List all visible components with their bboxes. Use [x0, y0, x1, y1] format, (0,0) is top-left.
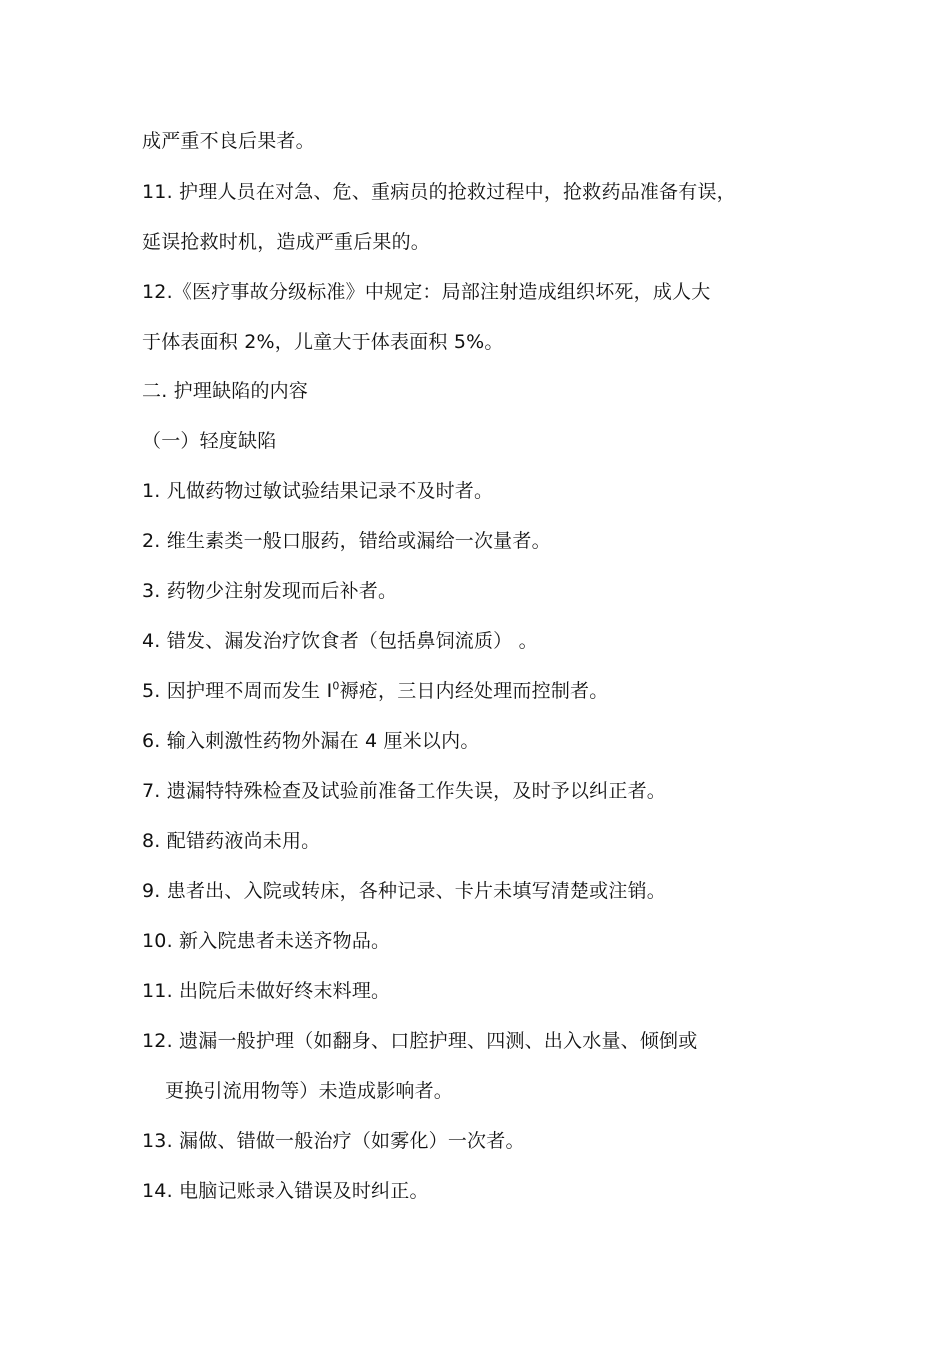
- text-line: 12.《医疗事故分级标准》中规定：局部注射造成组织坏死，成人大: [142, 281, 711, 303]
- list-item: 8. 配错药液尚未用。: [142, 830, 321, 852]
- list-item: 11. 出院后未做好终末料理。: [142, 980, 391, 1002]
- text-line: 延误抢救时机，造成严重后果的。: [142, 231, 431, 253]
- list-item: 7. 遗漏特特殊检查及试验前准备工作失误，及时予以纠正者。: [142, 780, 666, 802]
- list-item: [142, 678, 608, 704]
- list-item-continuation: 更换引流用物等）未造成影响者。: [165, 1080, 454, 1102]
- list-item: 13. 漏做、错做一般治疗（如雾化）一次者。: [142, 1130, 525, 1152]
- degree-superscript: 0: [332, 679, 340, 693]
- list-item-text: 褥疮，三日内经处理而控制者。: [339, 680, 609, 702]
- list-item-text: 5. 因护理不周而发生 Ⅰ: [142, 680, 333, 702]
- list-item: 9. 患者出、入院或转床，各种记录、卡片未填写清楚或注销。: [142, 880, 666, 902]
- list-item: 2. 维生素类一般口服药，错给或漏给一次量者。: [142, 530, 551, 552]
- list-item: 14. 电脑记账录入错误及时纠正。: [142, 1180, 429, 1202]
- list-item: 4. 错发、漏发治疗饮食者（包括鼻饲流质） 。: [142, 630, 538, 652]
- list-item: 3. 药物少注射发现而后补者。: [142, 580, 398, 602]
- section-heading: 二. 护理缺陷的内容: [142, 380, 309, 402]
- subsection-heading: （一）轻度缺陷: [142, 430, 277, 452]
- text-line: 于体表面积 2%，儿童大于体表面积 5%。: [142, 331, 504, 353]
- list-item: 6. 输入刺激性药物外漏在 4 厘米以内。: [142, 730, 480, 752]
- list-item: 10. 新入院患者未送齐物品。: [142, 930, 391, 952]
- text-line: 成严重不良后果者。: [142, 130, 315, 152]
- list-item: 12. 遗漏一般护理（如翻身、口腔护理、四测、出入水量、倾倒或: [142, 1030, 698, 1052]
- list-item: 1. 凡做药物过敏试验结果记录不及时者。: [142, 480, 494, 502]
- text-line: 11. 护理人员在对急、危、重病员的抢救过程中，抢救药品准备有误，: [142, 181, 736, 203]
